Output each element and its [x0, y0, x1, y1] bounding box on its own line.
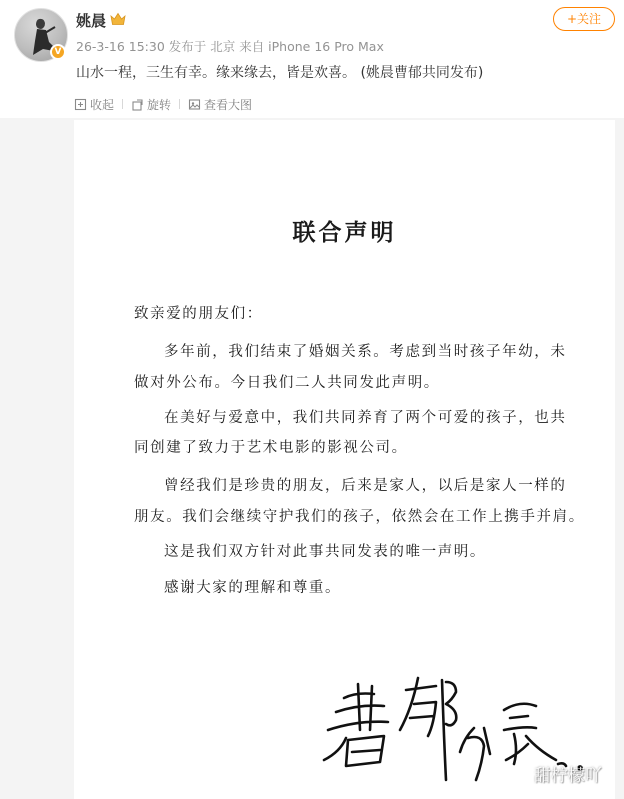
image-toolbar — [74, 96, 252, 112]
statement-title: 联合声明 — [292, 219, 397, 246]
rotate-label: 旋转 — [147, 97, 172, 112]
view-large-label: 查看大图 — [204, 97, 253, 112]
statement-image[interactable] — [74, 120, 615, 799]
toolbar-divider — [122, 99, 123, 109]
post-meta: 26-3-16 15:30 发布于 北京 来自 iPhone 16 Pro Max — [76, 39, 384, 54]
post-header — [0, 0, 624, 118]
watermark: 甜柠檬吖 — [534, 766, 602, 786]
statement-line: 这是我们双方针对此事共同发表的唯一声明。 — [164, 544, 486, 560]
statement-line: 朋友。我们会继续守护我们的孩子，依然会在工作上携手并肩。 — [134, 509, 585, 525]
rotate-button[interactable] — [131, 96, 171, 113]
collapse-button[interactable] — [74, 96, 114, 113]
statement-line: 做对外公布。今日我们二人共同发此声明。 — [134, 375, 440, 391]
follow-button[interactable]: +关注 — [553, 7, 615, 31]
toolbar-divider — [179, 99, 180, 109]
collapse-icon — [74, 98, 87, 111]
post-text: 山水一程，三生有幸。缘来缘去，皆是欢喜。 (姚晨曹郁共同发布) — [76, 65, 484, 81]
username[interactable]: 姚晨 — [76, 12, 107, 30]
statement-line: 曾经我们是珍贵的朋友，后来是家人，以后是家人一样的 — [164, 478, 567, 494]
statement-line: 在美好与爱意中，我们共同养育了两个可爱的孩子，也共 — [164, 410, 567, 426]
crown-icon — [110, 12, 126, 26]
view-large-icon — [188, 98, 201, 111]
statement-line: 感谢大家的理解和尊重。 — [164, 580, 342, 596]
statement-greeting: 致亲爱的朋友们： — [134, 306, 263, 322]
statement-line: 多年前，我们结束了婚姻关系。考虑到当时孩子年幼，未 — [164, 344, 567, 360]
rotate-icon — [131, 98, 144, 111]
collapse-label: 收起 — [90, 97, 115, 112]
statement-line: 同创建了致力于艺术电影的影视公司。 — [134, 440, 408, 456]
verified-badge-icon: V — [50, 44, 66, 60]
view-large-button[interactable] — [188, 96, 252, 113]
